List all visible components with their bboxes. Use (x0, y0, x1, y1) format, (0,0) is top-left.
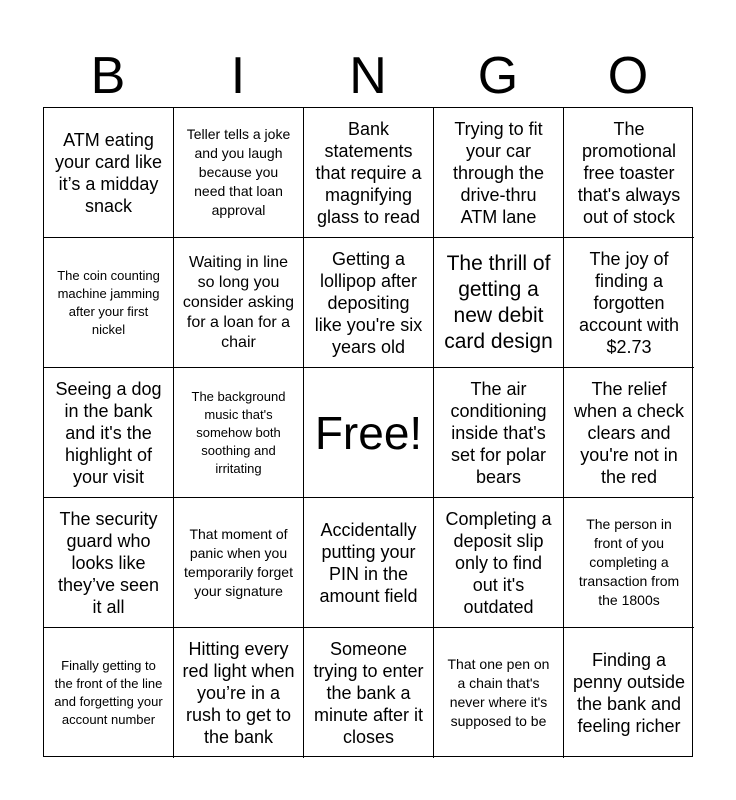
bingo-cell[interactable] (44, 498, 174, 628)
cell-text: Accidentally putting your PIN in the amount field (319, 519, 418, 606)
cell-text: Trying to fit your car through the drive-thru ATM lane (452, 118, 545, 227)
bingo-cell[interactable] (174, 368, 304, 498)
cell-text: Waiting in line so long you consider asking for a loan for a chair (182, 253, 295, 351)
header-letter-o: O (607, 47, 649, 105)
cell-text: Seeing a dog in the bank and it's the highlight of your visit (55, 378, 162, 487)
bingo-cell[interactable] (564, 368, 694, 498)
bingo-cell[interactable] (434, 238, 564, 368)
cell-text: The coin counting machine jamming after your first nickel (57, 267, 160, 337)
bingo-header (43, 44, 693, 108)
cell-text: The joy of finding a forgotten account with $2.73 (578, 248, 680, 357)
bingo-cell[interactable] (174, 498, 304, 628)
cell-text: The thrill of getting a new debit card design (444, 251, 553, 353)
cell-text: The relief when a check clears and you're not in the red (573, 378, 685, 487)
bingo-cell[interactable] (434, 628, 564, 758)
cell-text: Someone trying to enter the bank a minute after it closes (313, 639, 424, 747)
bingo-cell[interactable] (44, 368, 174, 498)
cell-text: Hitting every red light when you’re in a rush to get to the bank (182, 639, 295, 747)
header-letter-i: I (230, 47, 246, 105)
header-letter-b: B (90, 47, 126, 105)
free-space-text: Free! (314, 406, 423, 459)
bingo-cell[interactable] (174, 108, 304, 238)
cell-text: That moment of panic when you temporarily forget your signature (184, 525, 293, 599)
cell-text: Bank statements that require a magnifying glass to read (315, 118, 422, 227)
cell-text: The promotional free toaster that's always out of stock (577, 118, 681, 227)
bingo-cell[interactable] (434, 498, 564, 628)
bingo-cell[interactable] (434, 108, 564, 238)
cell-text: Finally getting to the front of the line and forgetting your account number (54, 658, 163, 727)
bingo-cell[interactable] (304, 498, 434, 628)
bingo-cell[interactable] (174, 238, 304, 368)
bingo-cell[interactable] (44, 108, 174, 238)
bingo-cell[interactable] (564, 108, 694, 238)
bingo-cell[interactable] (564, 238, 694, 368)
bingo-board (43, 107, 693, 757)
cell-text: Teller tells a joke and you laugh because you need that loan approval (186, 126, 291, 218)
bingo-cell[interactable] (304, 108, 434, 238)
cell-text: The air conditioning inside that's set for polar bears (450, 378, 547, 487)
header-letter-n: N (349, 47, 387, 105)
cell-text: The security guard who looks like they’ve seen it all (57, 508, 160, 617)
bingo-cell[interactable] (304, 238, 434, 368)
bingo-cell[interactable] (564, 498, 694, 628)
header-letter-g: G (477, 47, 519, 105)
cell-text: Getting a lollipop after depositing like you're six years old (314, 248, 423, 357)
bingo-cell[interactable] (564, 628, 694, 758)
bingo-cell[interactable] (434, 368, 564, 498)
bingo-cell[interactable] (44, 238, 174, 368)
bingo-cell[interactable] (304, 628, 434, 758)
bingo-cell[interactable] (44, 628, 174, 758)
cell-text: The person in front of you completing a transaction from the 1800s (578, 516, 680, 608)
cell-text: ATM eating your card like it’s a midday snack (54, 129, 163, 216)
cell-text: Finding a penny outside the bank and feeling richer (572, 650, 686, 736)
bingo-cell[interactable] (174, 628, 304, 758)
cell-text: Completing a deposit slip only to find out it's outdated (445, 508, 552, 617)
cell-text: That one pen on a chain that's never where it's supposed to be (447, 656, 550, 729)
bingo-cell-free[interactable] (304, 368, 434, 498)
cell-text: The background music that's somehow both soothing and irritating (191, 388, 286, 476)
